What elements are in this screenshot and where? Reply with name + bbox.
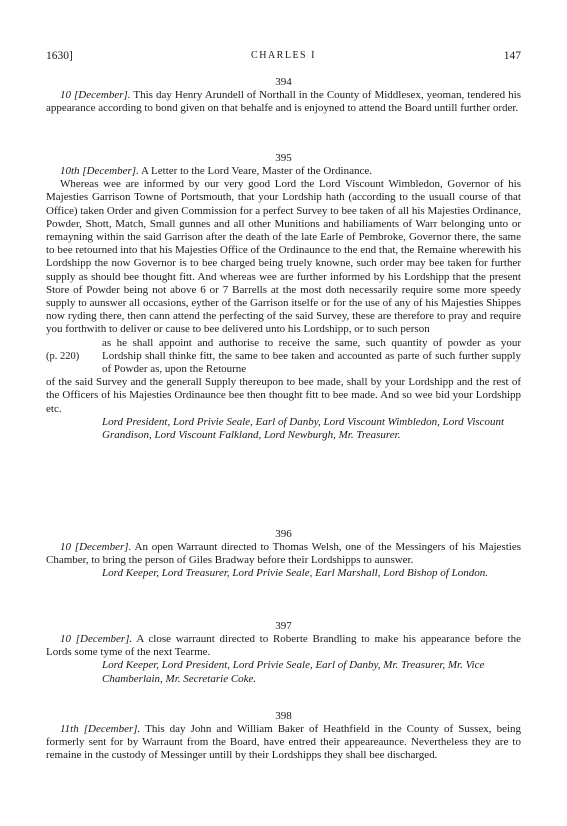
attendance-list: Lord Keeper, Lord President, Lord Privie Seale, Earl of Danby, Mr. Treasurer, Mr. Vice Chamberlain, Mr. Secretarie Coke. [102,659,485,685]
entry-397 [46,620,521,686]
entry-398 [46,710,521,763]
attendance-list: Lord Keeper, Lord Treasurer, Lord Privie Seale, Earl Marshall, Lord Bishop of London. [102,567,488,580]
running-header [46,50,521,64]
entry-body: This day John and William Baker of Heathfield in the County of Sussex, being formerly sent for by Warraunt from the Board, have entred their appeareaunce. Nevertheless they are to remaine in the custody of Messinger untill by their Lordshipps they shall bee discharged. [46,723,522,762]
header-title: CHARLES I [251,50,316,61]
entry-394 [46,76,521,115]
entry-395 [46,152,521,442]
header-year: 1630] [46,50,73,62]
entry-body: An open Warraunt directed to Thomas Welsh, one of the Messingers of his Majesties Chamber, to bring the person of Giles Bradway before their Lordshipps to aunswer. [46,541,521,567]
entry-main-text: Whereas wee are informed by our very good Lord the Lord Viscount Wimbledon, Governor of his Majesties Garrison Towne of Portsmouth, that your Lordship hath (according to the usuall course of that Office) taken Order and given Commission for a perfect Survey to bee taken of all his Majesties Ordinance, Powder, Shott, Match, Small gunnes and all other Munitions and habiliaments of Warr belonging unto or remayning within the said Garrison after the death of the late Earle of Pembroke, Governor there, the same to bee retourned into that his Majesties Office of the Ordinaunce to the end that, the Remaine wherewith his Lordshipp the now Governor is to bee charged being truely knowne, such order may bee taken for further supply as should bee thought fitt. And whereas wee are further informed by his Lordshipp that the present Store of Powder being not above 6 or 7 Barrells at the most doth necessarily require some more speedy supply to aunswer all occasions, eyther of the Garrison itselfe or for the use of any of his Majesties Shippes now ryding there, then cann attend the perfecting of the said Survey, these are therefore to pray and require you forthwith to deliver or cause to bee delivered unto his Lordshipp, or to such person [46,178,521,336]
entry-body: A close warraunt directed to Roberte Brandling to make his appearance before the Lords some tyme of the next Tearme. [46,633,521,659]
entry-date: 10 [December]. [60,541,132,553]
header-page-number: 147 [503,50,521,62]
entry-text [46,541,521,567]
entry-number: 397 [275,620,292,632]
entry-date: 10 [December]. [60,89,131,101]
margin-page-reference: (p. 220) [46,350,80,362]
entry-end-text: of the said Survey and the generall Supply thereupon to bee made, shall by your Lordshipp and the rest of the Officers of his Majesties Ordinaunce bee then thought fitt to bee made. And so wee bid your Lordshipp etc. [46,376,521,415]
entry-number: 396 [275,528,292,540]
entry-text [46,723,521,763]
entry-number: 398 [275,710,292,722]
entry-intro [46,165,521,178]
entry-number: 394 [275,76,292,88]
entry-date: 10th [December]. [60,165,139,177]
entry-number: 395 [275,152,292,164]
entry-date: 11th [December]. [60,723,141,735]
entry-body: This day Henry Arundell of Northall in the County of Middlesex, yeoman, tendered his appearance according to bond given on that behalfe and is enjoyned to attend the Board untill further order. [46,89,521,115]
entry-date: 10 [December]. [60,633,133,645]
attendance-list: Lord President, Lord Privie Seale, Earl of Danby, Lord Viscount Wimbledon, Lord Viscount Grandison, Lord Viscount Falkland, Lord Newburgh, Mr. Treasurer. [102,415,505,442]
entry-text [46,89,521,115]
entry-body: A Letter to the Lord Veare, Master of the Ordinance. [138,165,372,177]
entry-text [46,633,521,659]
entry-396 [46,528,521,581]
entry-indented-text: as he shall appoint and authorise to receive the same, such quantity of powder as your Lordship shall thinke fitt, the same to bee taken and accounted as parte of such further supply of Powder as, upon the Retourne [102,336,521,376]
